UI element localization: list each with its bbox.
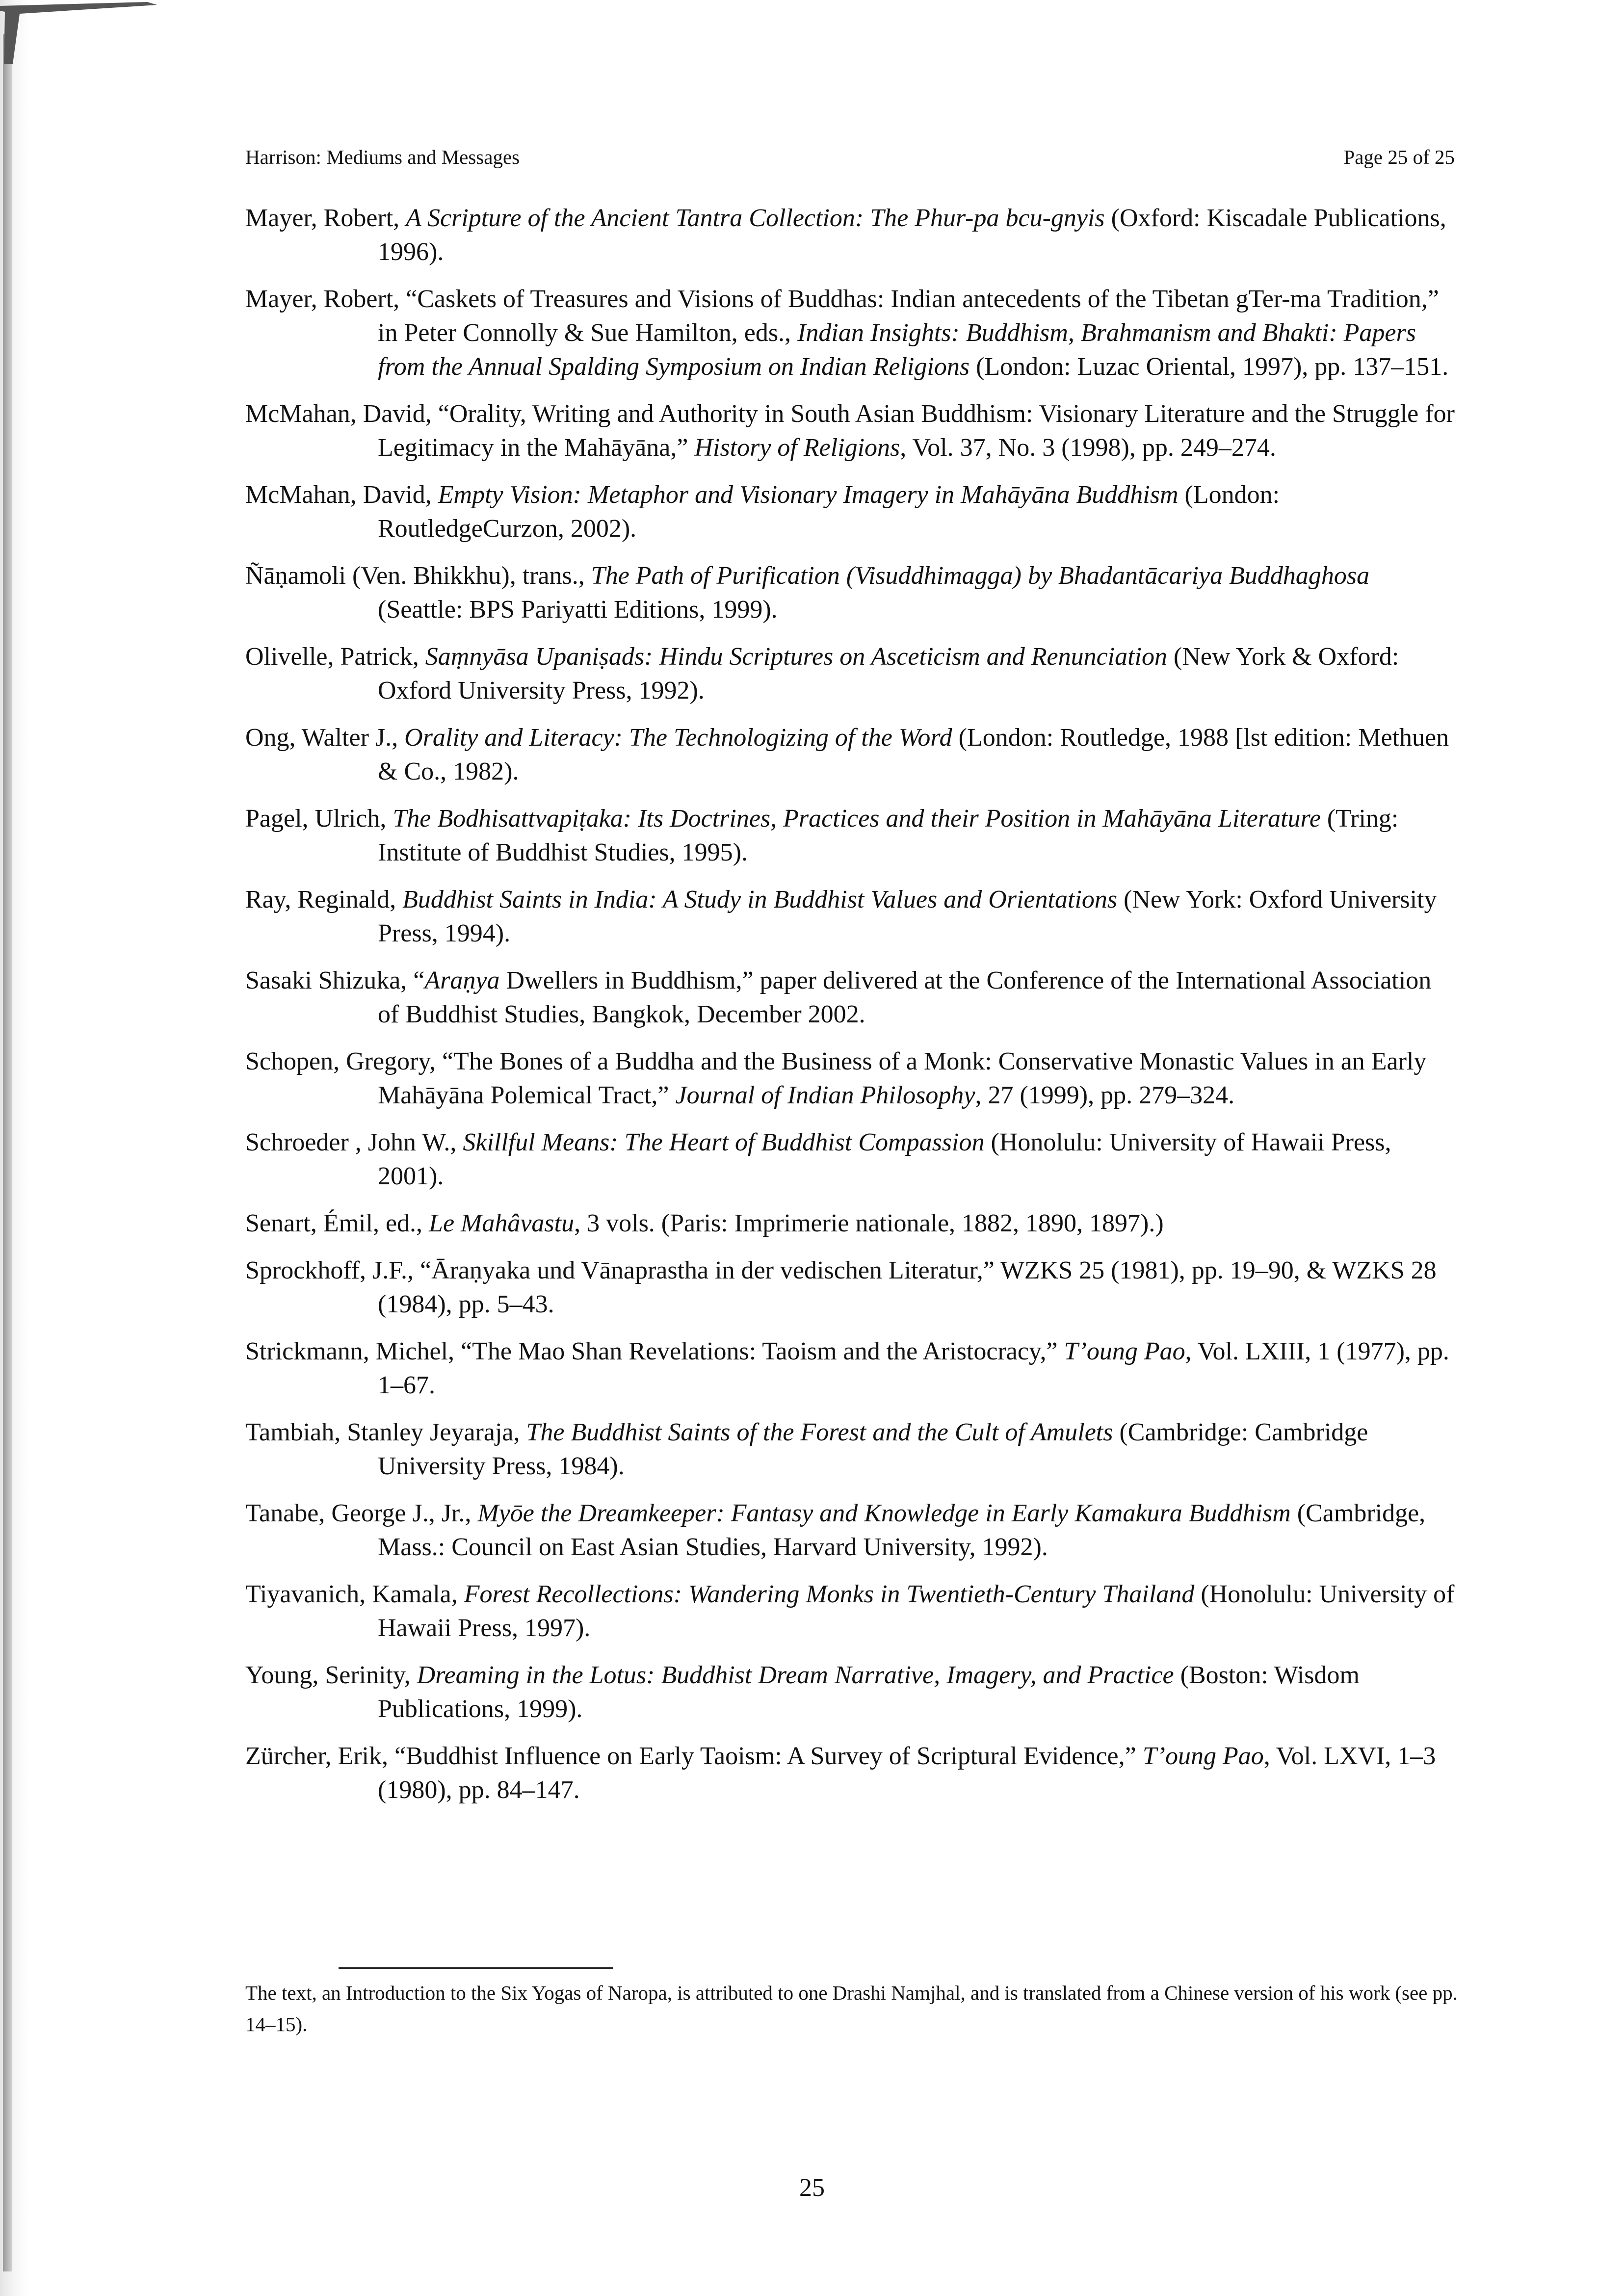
entry-lead: Tiyavanich, Kamala, bbox=[245, 1580, 464, 1608]
entry-rest: , Vol. LXVI, 1–3 (1980), pp. 84–147. bbox=[378, 1742, 1436, 1804]
entry-title: The Path of Purification (Visuddhimagga) by Bhadantācariya Buddhaghosa bbox=[591, 562, 1370, 590]
scan-corner-mark bbox=[0, 0, 157, 64]
entry-title: Saṃnyāsa Upaniṣads: Hindu Scriptures on Asceticism and Renunciation bbox=[425, 643, 1167, 671]
bibliography-entry bbox=[245, 1496, 1455, 1564]
entry-lead: Ray, Reginald, bbox=[245, 886, 403, 913]
entry-rest: , 3 vols. (Paris: Imprimerie nationale, 1882, 1890, 1897).) bbox=[574, 1209, 1164, 1237]
entry-lead: McMahan, David, “Orality, Writing and Authority in South Asian Buddhism: Visionary Literature and the Struggle for Legitimacy in the Mahāyāna,” bbox=[245, 400, 1455, 462]
entry-title: Le Mahâvastu bbox=[429, 1209, 575, 1237]
bibliography-entry bbox=[245, 964, 1455, 1031]
entry-lead: Strickmann, Michel, “The Mao Shan Revelations: Taoism and the Aristocracy,” bbox=[245, 1337, 1064, 1365]
running-title: Harrison: Mediums and Messages bbox=[245, 146, 520, 168]
entry-title: Myōe the Dreamkeeper: Fantasy and Knowledge in Early Kamakura Buddhism bbox=[477, 1499, 1291, 1527]
bibliography-entry bbox=[245, 397, 1455, 465]
entry-lead: Tambiah, Stanley Jeyaraja, bbox=[245, 1418, 526, 1446]
entry-lead: Young, Serinity, bbox=[245, 1661, 417, 1689]
bibliography-entry bbox=[245, 1253, 1455, 1321]
entry-rest: (Oxford: Kiscadale Publications, 1996). bbox=[378, 204, 1446, 266]
bibliography-entry bbox=[245, 1044, 1455, 1112]
bibliography-entry bbox=[245, 1206, 1455, 1240]
entry-rest: (London: Routledge, 1988 [lst edition: Methuen & Co., 1982). bbox=[378, 724, 1449, 785]
entry-lead: Pagel, Ulrich, bbox=[245, 805, 393, 833]
bibliography-entry bbox=[245, 640, 1455, 707]
entry-lead: Olivelle, Patrick, bbox=[245, 643, 425, 671]
entry-title: Orality and Literacy: The Technologizing of the Word bbox=[404, 724, 952, 752]
entry-title: The Bodhisattvapiṭaka: Its Doctrines, Practices and their Position in Mahāyāna Literature bbox=[393, 805, 1321, 833]
entry-lead: McMahan, David, bbox=[245, 481, 438, 509]
entry-lead: Schroeder , John W., bbox=[245, 1128, 463, 1156]
entry-title: Skillful Means: The Heart of Buddhist Compassion bbox=[463, 1128, 985, 1156]
entry-rest: (London: RoutledgeCurzon, 2002). bbox=[378, 481, 1280, 543]
entry-rest: (Honolulu: University of Hawaii Press, 2001). bbox=[378, 1128, 1391, 1190]
entry-title: A Scripture of the Ancient Tantra Collection: The Phur-pa bcu-gnyis bbox=[406, 204, 1105, 232]
entry-title: Araṇya bbox=[424, 966, 500, 994]
entry-lead: Sasaki Shizuka, “ bbox=[245, 966, 425, 994]
entry-rest: (Cambridge: Cambridge University Press, 1984). bbox=[378, 1418, 1368, 1480]
entry-rest: Dwellers in Buddhism,” paper delivered at the Conference of the International Association of Buddhist Studies, Bangkok, December 2002. bbox=[378, 966, 1432, 1028]
entry-rest: (Honolulu: University of Hawaii Press, 1997). bbox=[378, 1580, 1455, 1642]
entry-lead: Ong, Walter J., bbox=[245, 724, 405, 752]
bibliography-entry bbox=[245, 478, 1455, 546]
entry-title: The Buddhist Saints of the Forest and the Cult of Amulets bbox=[526, 1418, 1113, 1446]
entry-title: Dreaming in the Lotus: Buddhist Dream Narrative, Imagery, and Practice bbox=[417, 1661, 1174, 1689]
bibliography-entry bbox=[245, 1125, 1455, 1193]
entry-lead: Senart, Émil, ed., bbox=[245, 1209, 429, 1237]
scan-edge-shadow bbox=[0, 0, 29, 2296]
entry-title: Empty Vision: Metaphor and Visionary Imagery in Mahāyāna Buddhism bbox=[438, 481, 1179, 509]
running-header bbox=[245, 145, 1455, 169]
entry-lead: Schopen, Gregory, “The Bones of a Buddha and the Business of a Monk: Conservative Monastic Values in an Early Mahāyāna Polemical Tract,” bbox=[245, 1047, 1427, 1109]
bibliography-entry bbox=[245, 802, 1455, 869]
entry-title: Forest Recollections: Wandering Monks in Twentieth-Century Thailand bbox=[464, 1580, 1195, 1608]
bibliography-entry bbox=[245, 883, 1455, 950]
footnote-divider bbox=[339, 1967, 613, 1969]
entry-lead: Tanabe, George J., Jr., bbox=[245, 1499, 478, 1527]
entry-lead: Mayer, Robert, bbox=[245, 204, 406, 232]
bibliography-entry bbox=[245, 201, 1455, 269]
bibliography-entry bbox=[245, 721, 1455, 788]
entry-lead: Zürcher, Erik, “Buddhist Influence on Early Taoism: A Survey of Scriptural Evidence,” bbox=[245, 1742, 1143, 1770]
entry-rest: (Cambridge, Mass.: Council on East Asian Studies, Harvard University, 1992). bbox=[378, 1499, 1426, 1561]
bibliography-entry bbox=[245, 1577, 1455, 1645]
entry-title: T’oung Pao bbox=[1142, 1742, 1264, 1770]
entry-lead: Ñāṇamoli (Ven. Bhikkhu), trans., bbox=[245, 562, 591, 590]
bibliography-entry bbox=[245, 1658, 1455, 1726]
entry-title: History of Religions bbox=[694, 434, 900, 462]
entry-title: T’oung Pao bbox=[1064, 1337, 1185, 1365]
page-label: Page 25 of 25 bbox=[1343, 146, 1455, 168]
entry-lead: Sprockhoff, J.F., “Āraṇyaka und Vānaprastha in der vedischen Literatur,” WZKS 25 (1981), pp. 19–90, & WZKS 28 (1984), pp. 5–43. bbox=[245, 1256, 1437, 1318]
entry-rest: , Vol. LXIII, 1 (1977), pp. 1–67. bbox=[378, 1337, 1449, 1399]
entry-rest: , Vol. 37, No. 3 (1998), pp. 249–274. bbox=[900, 434, 1276, 462]
entry-rest: (Boston: Wisdom Publications, 1999). bbox=[378, 1661, 1360, 1723]
scan-binding-edge bbox=[3, 34, 12, 2271]
entry-title: Indian Insights: Buddhism, Brahmanism and Bhakti: Papers from the Annual Spalding Symposium on Indian Religions bbox=[378, 319, 1416, 381]
entry-rest: (New York & Oxford: Oxford University Press, 1992). bbox=[378, 643, 1399, 704]
bibliography-entry bbox=[245, 559, 1455, 626]
entry-rest: , 27 (1999), pp. 279–324. bbox=[975, 1081, 1235, 1109]
entry-rest: (London: Luzac Oriental, 1997), pp. 137–151. bbox=[969, 353, 1449, 381]
entry-lead: Mayer, Robert, “Caskets of Treasures and Visions of Buddhas: Indian antecedents of the Tibetan gTer-ma Tradition,” in Peter Connolly & Sue Hamilton, eds., bbox=[245, 285, 1439, 347]
bibliography-entry bbox=[245, 1739, 1455, 1807]
entry-rest: (Tring: Institute of Buddhist Studies, 1995). bbox=[378, 805, 1399, 866]
entry-title: Journal of Indian Philosophy bbox=[675, 1081, 975, 1109]
bibliography-entry bbox=[245, 282, 1455, 384]
entry-rest: (New York: Oxford University Press, 1994). bbox=[378, 886, 1437, 947]
entry-rest: (Seattle: BPS Pariyatti Editions, 1999). bbox=[378, 596, 778, 624]
bibliography-entry bbox=[245, 1415, 1455, 1483]
bibliography-entry bbox=[245, 1334, 1455, 1402]
footnote: The text, an Introduction to the Six Yogas of Naropa, is attributed to one Drashi Namjhal, and is translated from a Chinese version of his work (see pp. 14–15). bbox=[245, 1982, 1458, 2035]
entry-title: Buddhist Saints in India: A Study in Buddhist Values and Orientations bbox=[402, 886, 1118, 913]
bibliography-list bbox=[245, 201, 1455, 1820]
page-number: 25 bbox=[799, 2174, 825, 2202]
